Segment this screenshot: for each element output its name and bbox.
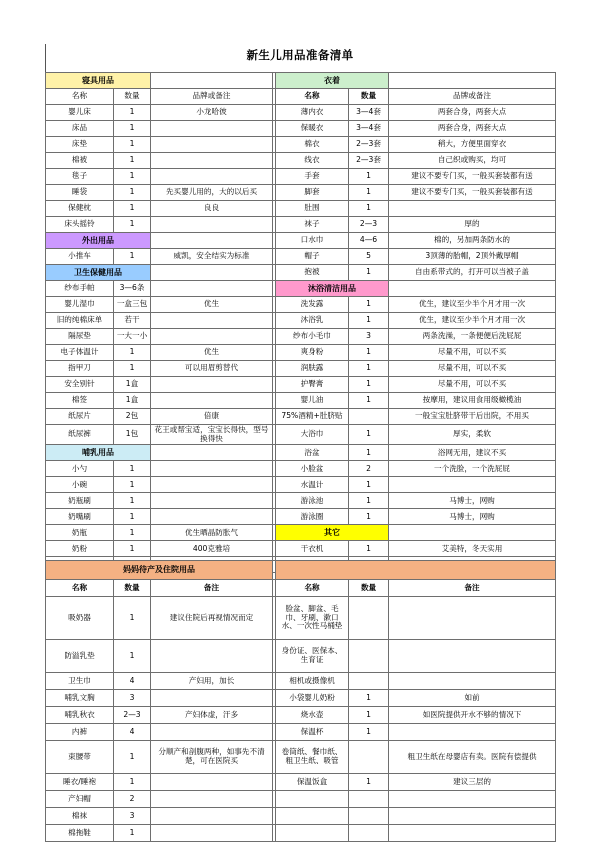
right-item-note — [389, 640, 556, 673]
table-row — [46, 707, 556, 724]
mother-hospital-supplies-table — [45, 560, 556, 842]
left-item-qty: 1 — [114, 640, 151, 673]
table-row — [46, 509, 556, 525]
left-item-name: 防溢乳垫 — [46, 640, 114, 673]
left-item-qty: 1 — [114, 525, 151, 541]
table-row — [46, 105, 556, 121]
table-row — [46, 265, 556, 281]
left-item-name: 奶瓶 — [46, 525, 114, 541]
left-item-qty: 1 — [114, 121, 151, 137]
right-item-qty: 1 — [349, 445, 389, 461]
left-item-qty: 3 — [114, 808, 151, 825]
right-item-name: 线衣 — [276, 153, 349, 169]
left-item-note — [151, 825, 273, 842]
left-item-qty: 1 — [114, 153, 151, 169]
right-item-name: 袜子 — [276, 217, 349, 233]
right-item-name: 水温计 — [276, 477, 349, 493]
table-row — [46, 477, 556, 493]
right-item-name: 纱布小毛巾 — [276, 329, 349, 345]
right-item-qty — [349, 741, 389, 774]
right-item-qty: 1 — [349, 477, 389, 493]
left-item-qty: 一大一小 — [114, 329, 151, 345]
left-item-name: 哺乳秋衣 — [46, 707, 114, 724]
right-item-qty: 2—3 — [349, 217, 389, 233]
left-item-qty: 若干 — [114, 313, 151, 329]
left-item-qty: 2包 — [114, 409, 151, 425]
right-pad-note — [389, 791, 556, 808]
right-item-note: 尽量不用，可以不买 — [389, 361, 556, 377]
left-item-qty: 1 — [114, 185, 151, 201]
right-category-note — [389, 281, 556, 297]
left-item-qty: 2 — [114, 791, 151, 808]
right-item-name: 护臀膏 — [276, 377, 349, 393]
table-row — [46, 153, 556, 169]
right-item-note: 3顶薄的胎帽，2顶外戴厚帽 — [389, 249, 556, 265]
title-row — [45, 44, 555, 72]
left-item-name: 卫生巾 — [46, 673, 114, 690]
left-item-name: 睡衣/睡袍 — [46, 774, 114, 791]
right-item-note: 两套合身，两套大点 — [389, 105, 556, 121]
table-row — [46, 690, 556, 707]
right-item-name: 润肤露 — [276, 361, 349, 377]
right-item-qty: 1 — [349, 201, 389, 217]
title-left-rule — [45, 44, 46, 72]
right-item-name: 爽身粉 — [276, 345, 349, 361]
right-item-name: 抱被 — [276, 265, 349, 281]
left-item-name: 床品 — [46, 121, 114, 137]
left-item-name: 纱布手帕 — [46, 281, 114, 297]
left-item-note — [151, 393, 273, 409]
left-item-name: 婴儿床 — [46, 105, 114, 121]
table-row — [46, 377, 556, 393]
table-row — [46, 361, 556, 377]
table-row — [46, 409, 556, 425]
right-item-qty: 2—3套 — [349, 137, 389, 153]
left-category-note — [151, 265, 273, 281]
right-item-qty: 1 — [349, 297, 389, 313]
table-row — [46, 741, 556, 774]
left-item-qty: 3 — [114, 690, 151, 707]
mother-supplies-banner: 妈妈待产及住院用品 — [46, 561, 273, 580]
table-row — [46, 541, 556, 557]
left-item-note — [151, 791, 273, 808]
left-item-qty: 4 — [114, 673, 151, 690]
left-item-note — [151, 493, 273, 509]
left-item-note — [151, 377, 273, 393]
left-item-qty: 1 — [114, 105, 151, 121]
right-category-header: 沐浴清洁用品 — [276, 281, 389, 297]
right-item-qty: 数量 — [349, 89, 389, 105]
left-item-note: 优生 — [151, 345, 273, 361]
right-item-name: 干衣机 — [276, 541, 349, 557]
right-item-note — [389, 673, 556, 690]
left-item-name: 棉拖鞋 — [46, 825, 114, 842]
right-item-note: 两套合身，两套大点 — [389, 121, 556, 137]
left-item-name: 小碗 — [46, 477, 114, 493]
left-category-note — [151, 233, 273, 249]
left-item-note: 花王或帮宝适，宝宝长得快，型号换得快 — [151, 425, 273, 445]
right-item-name: 小袋婴儿奶粉 — [276, 690, 349, 707]
table-row — [46, 774, 556, 791]
right-item-note: 优生，建议至少半个月才用一次 — [389, 297, 556, 313]
table-row — [46, 561, 556, 580]
left-item-note: 产妇体虚，汗多 — [151, 707, 273, 724]
right-item-name: 烧水壶 — [276, 707, 349, 724]
left-item-name: 婴儿湿巾 — [46, 297, 114, 313]
left-item-qty: 4 — [114, 724, 151, 741]
right-item-qty: 3—4套 — [349, 121, 389, 137]
right-item-note: 自己织或购买，均可 — [389, 153, 556, 169]
left-item-note: 建议住院后再视情况而定 — [151, 597, 273, 640]
left-item-qty: 1盒 — [114, 393, 151, 409]
left-item-name: 毯子 — [46, 169, 114, 185]
right-item-name: 婴儿油 — [276, 393, 349, 409]
right-item-qty: 3 — [349, 329, 389, 345]
left-item-name: 床垫 — [46, 137, 114, 153]
right-item-name: 身份证、医保本、生育证 — [276, 640, 349, 673]
right-item-name: 脚套 — [276, 185, 349, 201]
right-item-name: 大浴巾 — [276, 425, 349, 445]
right-item-note: 一个洗脸，一个洗屁屁 — [389, 461, 556, 477]
left-item-name: 奶瓶刷 — [46, 493, 114, 509]
right-item-note: 棉的，另加两条防水的 — [389, 233, 556, 249]
right-item-qty — [349, 673, 389, 690]
left-header-qty: 数量 — [114, 580, 151, 597]
left-item-qty: 2—3 — [114, 707, 151, 724]
left-item-name: 产妇帽 — [46, 791, 114, 808]
table-header-row — [46, 580, 556, 597]
page-title: 新生儿用品准备清单 — [246, 48, 354, 62]
left-item-note — [151, 509, 273, 525]
table-row — [46, 185, 556, 201]
left-item-name: 棉袜 — [46, 808, 114, 825]
left-item-note: 倍康 — [151, 409, 273, 425]
right-item-qty: 1 — [349, 185, 389, 201]
left-category-header: 寝具用品 — [46, 73, 151, 89]
right-item-name: 卷筒纸、餐巾纸、粗卫生纸、吸管 — [276, 741, 349, 774]
table-row — [46, 73, 556, 89]
right-item-name: 75%酒精+肚脐贴 — [276, 409, 349, 425]
right-item-note: 如前 — [389, 690, 556, 707]
right-category-header: 其它 — [276, 525, 389, 541]
right-item-name: 浴盆 — [276, 445, 349, 461]
table-row — [46, 791, 556, 808]
right-item-name: 手套 — [276, 169, 349, 185]
left-item-note — [151, 137, 273, 153]
left-item-note — [151, 461, 273, 477]
table-row — [46, 137, 556, 153]
right-item-note: 浴网无用，建议不买 — [389, 445, 556, 461]
right-header-qty: 数量 — [349, 580, 389, 597]
table-row — [46, 525, 556, 541]
right-pad-note — [389, 808, 556, 825]
left-item-name: 内裤 — [46, 724, 114, 741]
left-item-note: 良良 — [151, 201, 273, 217]
left-category-header: 卫生保健用品 — [46, 265, 151, 281]
left-item-qty: 数量 — [114, 89, 151, 105]
left-item-note — [151, 640, 273, 673]
left-item-note: 品牌或备注 — [151, 89, 273, 105]
table-row — [46, 825, 556, 842]
left-item-name: 电子体温计 — [46, 345, 114, 361]
left-item-name: 床头摇铃 — [46, 217, 114, 233]
left-category-header: 哺乳用品 — [46, 445, 151, 461]
table-row — [46, 217, 556, 233]
right-item-qty: 4—6 — [349, 233, 389, 249]
table-row — [46, 425, 556, 445]
left-item-note: 先买婴儿用的，大的以后买 — [151, 185, 273, 201]
right-item-note: 粗卫生纸在母婴店有卖。医院有偿提供 — [389, 741, 556, 774]
table-row — [46, 281, 556, 297]
table-row — [46, 121, 556, 137]
left-item-name: 棉被 — [46, 153, 114, 169]
right-item-name: 洗发露 — [276, 297, 349, 313]
left-item-note: 威凯，安全结实为标准 — [151, 249, 273, 265]
left-item-name: 旧的纯棉床单 — [46, 313, 114, 329]
left-header-name: 名称 — [46, 580, 114, 597]
left-item-qty: 1 — [114, 741, 151, 774]
left-item-note — [151, 121, 273, 137]
right-item-name: 保温杯 — [276, 724, 349, 741]
mother-supplies-banner-right — [276, 561, 556, 580]
left-item-name: 隔尿垫 — [46, 329, 114, 345]
right-item-note — [389, 201, 556, 217]
left-item-note — [151, 690, 273, 707]
right-item-name: 脸盆、脚盆、毛巾、牙刷、漱口水、一次性马桶垫 — [276, 597, 349, 640]
table-row — [46, 345, 556, 361]
right-item-note: 建议三层的 — [389, 774, 556, 791]
left-item-name: 哺乳文胸 — [46, 690, 114, 707]
right-item-qty: 1 — [349, 690, 389, 707]
right-item-note: 两条洗澡，一条便便后洗屁屁 — [389, 329, 556, 345]
right-item-qty — [349, 597, 389, 640]
left-item-qty: 一盒三包 — [114, 297, 151, 313]
right-item-name: 相机或摄像机 — [276, 673, 349, 690]
right-item-qty: 1 — [349, 313, 389, 329]
right-item-qty — [349, 409, 389, 425]
left-item-note: 优生晒晶防胀气 — [151, 525, 273, 541]
right-item-qty: 1 — [349, 345, 389, 361]
left-item-note — [151, 153, 273, 169]
right-pad-qty — [349, 808, 389, 825]
right-category-header: 衣着 — [276, 73, 389, 89]
left-item-note — [151, 313, 273, 329]
left-item-note: 产妇用，加长 — [151, 673, 273, 690]
right-item-qty: 2—3套 — [349, 153, 389, 169]
right-item-name: 小脸盆 — [276, 461, 349, 477]
right-item-name: 肚围 — [276, 201, 349, 217]
right-pad-note — [389, 825, 556, 842]
left-category-header: 外出用品 — [46, 233, 151, 249]
right-item-name: 保暖衣 — [276, 121, 349, 137]
table-row — [46, 89, 556, 105]
right-item-note — [389, 724, 556, 741]
right-item-qty: 1 — [349, 393, 389, 409]
left-item-name: 纸尿片 — [46, 409, 114, 425]
right-item-qty: 1 — [349, 265, 389, 281]
right-item-qty: 1 — [349, 377, 389, 393]
right-item-qty: 1 — [349, 541, 389, 557]
right-item-name: 薄内衣 — [276, 105, 349, 121]
left-item-note — [151, 281, 273, 297]
right-pad-qty — [349, 825, 389, 842]
left-item-note — [151, 808, 273, 825]
right-item-name: 口水巾 — [276, 233, 349, 249]
right-item-note: 厚实，柔软 — [389, 425, 556, 445]
left-item-qty: 1 — [114, 461, 151, 477]
left-item-qty: 1 — [114, 249, 151, 265]
left-item-name: 小勺 — [46, 461, 114, 477]
right-item-note: 艾美特，冬天实用 — [389, 541, 556, 557]
right-item-note: 稍大，方便里面穿衣 — [389, 137, 556, 153]
right-item-note: 建议不要专门买，一般买套装都有送 — [389, 169, 556, 185]
right-category-note — [389, 73, 556, 89]
table-row — [46, 169, 556, 185]
right-item-note: 马博士，网购 — [389, 493, 556, 509]
right-item-qty: 1 — [349, 509, 389, 525]
left-item-note — [151, 724, 273, 741]
left-item-qty: 1 — [114, 137, 151, 153]
table-row — [46, 329, 556, 345]
right-item-name: 沐浴乳 — [276, 313, 349, 329]
left-item-name: 睡袋 — [46, 185, 114, 201]
left-item-qty: 1 — [114, 477, 151, 493]
right-item-note: 一般宝宝肚脐带干后出院，不用买 — [389, 409, 556, 425]
right-item-note: 优生，建议至少半个月才用一次 — [389, 313, 556, 329]
table-row — [46, 493, 556, 509]
left-item-name: 指甲刀 — [46, 361, 114, 377]
left-item-qty: 1 — [114, 825, 151, 842]
table-row — [46, 249, 556, 265]
left-item-name: 棉签 — [46, 393, 114, 409]
left-category-note — [151, 445, 273, 461]
left-item-note — [151, 477, 273, 493]
left-item-note: 400克雅培 — [151, 541, 273, 557]
right-item-qty: 1 — [349, 169, 389, 185]
right-item-name: 帽子 — [276, 249, 349, 265]
left-item-name: 小推车 — [46, 249, 114, 265]
right-item-qty: 1 — [349, 707, 389, 724]
right-pad-qty — [349, 791, 389, 808]
left-item-note: 优生 — [151, 297, 273, 313]
left-item-name: 奶嘴刷 — [46, 509, 114, 525]
left-item-note: 小龙哈彼 — [151, 105, 273, 121]
right-item-qty: 5 — [349, 249, 389, 265]
left-item-note: 可以用眉剪替代 — [151, 361, 273, 377]
left-item-qty: 1 — [114, 597, 151, 640]
right-item-name: 游泳圈 — [276, 509, 349, 525]
left-category-note — [151, 73, 273, 89]
table-row — [46, 461, 556, 477]
table-row — [46, 597, 556, 640]
left-item-qty: 1 — [114, 345, 151, 361]
right-item-name: 保温饭盒 — [276, 774, 349, 791]
table-row — [46, 673, 556, 690]
left-item-name: 束腰带 — [46, 741, 114, 774]
table-row — [46, 297, 556, 313]
left-item-name: 名称 — [46, 89, 114, 105]
right-header-name: 名称 — [276, 580, 349, 597]
left-item-qty: 1 — [114, 509, 151, 525]
left-item-qty: 1包 — [114, 425, 151, 445]
left-item-note — [151, 169, 273, 185]
right-item-note: 厚的 — [389, 217, 556, 233]
right-item-name: 棉衣 — [276, 137, 349, 153]
left-item-name: 安全别针 — [46, 377, 114, 393]
left-item-qty: 1 — [114, 541, 151, 557]
right-pad-name — [276, 791, 349, 808]
table-row — [46, 808, 556, 825]
left-item-qty: 1 — [114, 217, 151, 233]
left-item-qty: 3—6条 — [114, 281, 151, 297]
left-item-name: 纸尿裤 — [46, 425, 114, 445]
left-item-qty: 1 — [114, 493, 151, 509]
left-item-qty: 1 — [114, 361, 151, 377]
right-item-qty: 1 — [349, 774, 389, 791]
left-item-name: 保健枕 — [46, 201, 114, 217]
right-pad-name — [276, 808, 349, 825]
table-row — [46, 445, 556, 461]
right-item-note: 如医院提供开水不够的情况下 — [389, 707, 556, 724]
right-item-qty — [349, 640, 389, 673]
newborn-supplies-table — [45, 72, 556, 573]
table-row — [46, 640, 556, 673]
left-item-qty: 1 — [114, 201, 151, 217]
table-row — [46, 233, 556, 249]
right-item-name: 名称 — [276, 89, 349, 105]
left-item-note — [151, 329, 273, 345]
right-item-note: 自由系带式的，打开可以当被子盖 — [389, 265, 556, 281]
right-item-qty: 1 — [349, 425, 389, 445]
right-item-note: 建议不要专门买，一般买套装都有送 — [389, 185, 556, 201]
right-pad-name — [276, 825, 349, 842]
right-item-note: 尽量不用，可以不买 — [389, 377, 556, 393]
left-item-note — [151, 217, 273, 233]
left-item-note: 分顺产和剖腹两种，如事先不清楚，可在医院买 — [151, 741, 273, 774]
left-header-note: 备注 — [151, 580, 273, 597]
right-header-note: 备注 — [389, 580, 556, 597]
right-item-note: 品牌或备注 — [389, 89, 556, 105]
table-row — [46, 313, 556, 329]
left-item-qty: 1 — [114, 169, 151, 185]
table-row — [46, 201, 556, 217]
right-item-note — [389, 597, 556, 640]
table-row — [46, 724, 556, 741]
left-item-qty: 1盒 — [114, 377, 151, 393]
right-item-qty: 1 — [349, 724, 389, 741]
right-item-note: 按摩用，建议用食用级橄榄油 — [389, 393, 556, 409]
left-item-qty: 1 — [114, 774, 151, 791]
right-item-name: 游泳池 — [276, 493, 349, 509]
right-item-qty: 2 — [349, 461, 389, 477]
table-row — [46, 393, 556, 409]
left-item-name: 奶粉 — [46, 541, 114, 557]
right-item-qty: 1 — [349, 493, 389, 509]
left-item-note — [151, 774, 273, 791]
right-item-qty: 3—4套 — [349, 105, 389, 121]
left-item-name: 吸奶器 — [46, 597, 114, 640]
right-item-qty: 1 — [349, 361, 389, 377]
right-item-note — [389, 477, 556, 493]
right-category-note — [389, 525, 556, 541]
right-item-note: 尽量不用，可以不买 — [389, 345, 556, 361]
right-item-note: 马博士，网购 — [389, 509, 556, 525]
